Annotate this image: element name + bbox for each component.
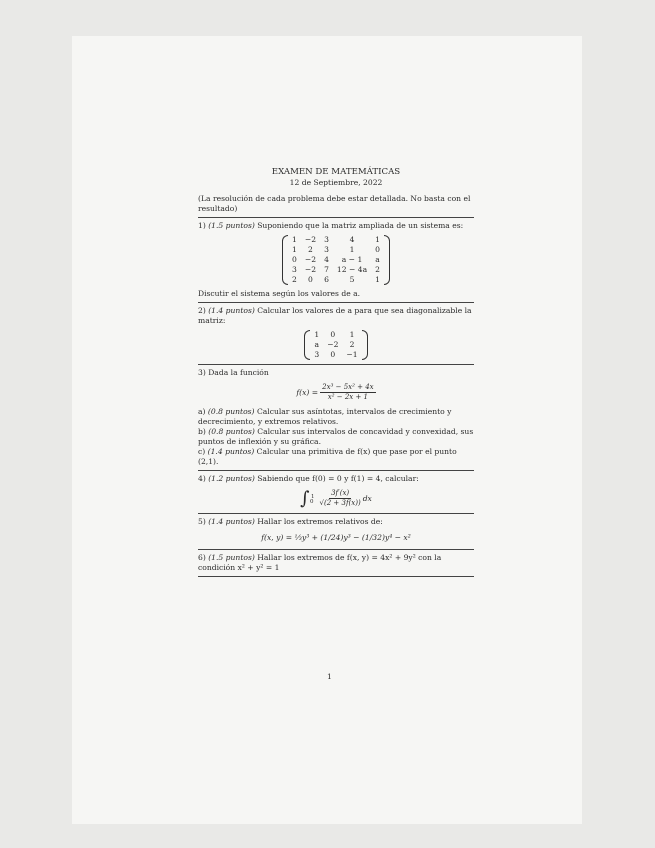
matrix-cell: 1	[292, 245, 297, 254]
matrix-cell: 4	[349, 235, 355, 244]
problem-text: Hallar los extremos de f(x, y) = 4x² + 9y² con la condición x² + y² = 1	[198, 553, 442, 572]
matrix-cell: 2	[349, 340, 355, 349]
exam-date: 12 de Septiembre, 2022	[289, 178, 383, 187]
matrix-cell: 12 − 4a	[336, 265, 368, 274]
problem-points: (1.4 puntos)	[208, 306, 255, 315]
diagonalization-matrix	[304, 330, 367, 360]
sub-item-a: a) (0.8 puntos) Calcular sus asíntotas, intervalos de crecimiento y decrecimiento, y extremos relativos.	[198, 407, 452, 426]
problem-text: Calcular los valores de a para que sea diagonalizable la matriz:	[198, 306, 472, 325]
matrix-row	[288, 235, 384, 245]
divider	[198, 364, 474, 365]
matrix-cell: a − 1	[341, 255, 363, 264]
matrix-cell: 1	[314, 330, 320, 339]
matrix-cell: 1	[375, 235, 380, 244]
matrix-cell: 0	[292, 255, 297, 264]
problem-4	[198, 474, 474, 508]
matrix-row	[310, 340, 361, 350]
problem-number: 2)	[198, 306, 206, 315]
matrix-cell: 3	[324, 235, 329, 244]
formula-denominator: x² − 2x + 1	[327, 393, 369, 401]
sub-item-b: b) (0.8 puntos) Calcular sus intervalos de concavidad y convexidad, sus puntos de inflexión y su gráfica.	[198, 427, 474, 446]
matrix-row	[310, 350, 361, 360]
problem-points: (1.4 puntos)	[208, 517, 255, 526]
divider	[198, 513, 474, 514]
integral-sign: ∫ 1 0	[300, 487, 315, 509]
divider	[198, 576, 474, 577]
problem-number: 3)	[198, 368, 206, 377]
matrix-cell: 3	[314, 350, 320, 359]
exam-title: EXAMEN DE MATEMÁTICAS	[271, 167, 401, 177]
matrix-cell: 5	[349, 275, 355, 284]
problem-number: 4)	[198, 474, 206, 483]
problem-3	[198, 368, 474, 467]
matrix-cell: 2	[308, 245, 313, 254]
exam-content	[198, 167, 474, 580]
matrix-row	[288, 245, 384, 255]
matrix-cell: 2	[292, 275, 297, 284]
divider	[198, 549, 474, 550]
problem-points: (1.5 puntos)	[208, 221, 255, 230]
matrix-cell: 3	[324, 245, 329, 254]
formula-numerator: 2x³ − 5x² + 4x	[322, 383, 374, 391]
problem-number: 5)	[198, 517, 206, 526]
extrema-formula: f(x, y) = ⅓y³ + (1/24)y³ − (1/32)y⁴ − x²	[261, 533, 411, 542]
matrix-cell: 1	[349, 330, 355, 339]
problem-5	[198, 517, 474, 543]
matrix-cell: 0	[330, 330, 336, 339]
matrix-cell: 0	[375, 245, 380, 254]
matrix-row	[288, 265, 384, 275]
integrand-denominator: √(2 + 3f(x))	[319, 499, 361, 507]
problem-points: (1.2 puntos)	[208, 474, 255, 483]
matrix-cell: 4	[324, 255, 329, 264]
matrix-cell: −1	[346, 350, 358, 359]
problem-text: Sabiendo que f(0) = 0 y f(1) = 4, calcular:	[257, 474, 419, 483]
sub-item-c: c) (1.4 puntos) Calcular una primitiva de f(x) que pase por el punto (2,1).	[198, 447, 457, 466]
matrix-cell: 7	[324, 265, 329, 274]
divider	[198, 302, 474, 303]
augmented-matrix	[282, 235, 390, 285]
matrix-cell: 6	[324, 275, 329, 284]
matrix-cell: 0	[330, 350, 336, 359]
matrix-cell: −2	[327, 340, 339, 349]
matrix-cell: a	[375, 255, 380, 264]
problem-1	[198, 221, 474, 299]
problem-followup: Discutir el sistema según los valores de a.	[198, 289, 361, 298]
matrix-cell: −2	[304, 265, 317, 274]
matrix-cell: 1	[349, 245, 355, 254]
exam-instructions: (La resolución de cada problema debe estar detallada. No basta con el resultado)	[198, 194, 471, 213]
matrix-cell: −2	[304, 255, 317, 264]
matrix-cell: −2	[304, 235, 317, 244]
problem-text: Hallar los extremos relativos de:	[257, 517, 383, 526]
problem-points: (1.5 puntos)	[208, 553, 255, 562]
problem-text: Suponiendo que la matriz ampliada de un sistema es:	[257, 221, 464, 230]
matrix-row	[288, 275, 384, 285]
divider	[198, 470, 474, 471]
integral-formula	[198, 489, 474, 508]
problem-number: 1)	[198, 221, 206, 230]
matrix-cell: a	[314, 340, 320, 349]
matrix-cell: 2	[375, 265, 380, 274]
formula-lhs: f(x) =	[296, 387, 319, 397]
integral-dx: dx	[362, 493, 372, 503]
matrix-cell: 1	[375, 275, 380, 284]
page-number: 1	[327, 672, 332, 681]
matrix-row	[288, 255, 384, 265]
matrix-cell: 3	[292, 265, 297, 274]
problem-6	[198, 553, 474, 573]
matrix-row	[310, 330, 361, 340]
problem-2	[198, 306, 474, 360]
divider	[198, 217, 474, 218]
integrand-numerator: 3f′(x)	[331, 489, 350, 497]
function-formula	[198, 383, 474, 402]
matrix-cell: 0	[308, 275, 313, 284]
problem-text: Dada la función	[208, 368, 269, 377]
problem-number: 6)	[198, 553, 206, 562]
matrix-cell: 1	[292, 235, 297, 244]
